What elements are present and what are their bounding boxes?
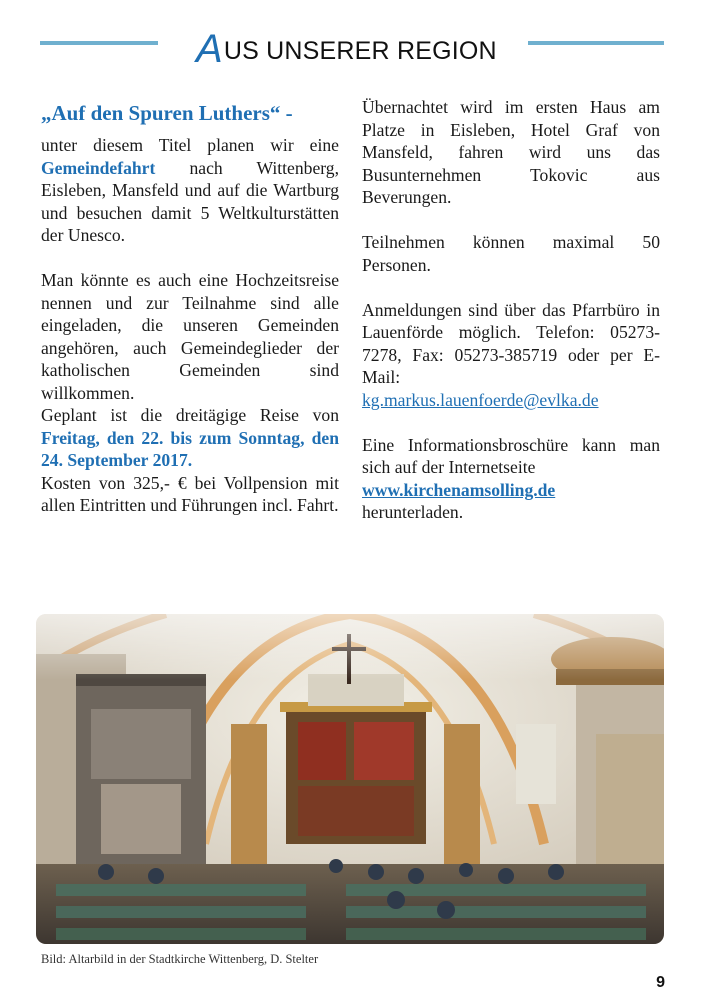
email-link[interactable]: kg.markus.lauenfoerde@evlka.de — [362, 389, 599, 410]
intro-paragraph — [41, 134, 339, 247]
photo-caption: Bild: Altarbild in der Stadtkirche Wittenberg, D. Stelter — [41, 952, 319, 966]
registration-paragraph — [362, 299, 660, 412]
intro-text-cont: nach Wittenberg, Eisleben, Mansfeld und auf die Wartburg und besuchen damit 5 Weltkulturstätten der Unesco. — [41, 157, 339, 245]
brochure-text-end: herunterladen. — [362, 502, 464, 522]
accommodation-paragraph: Übernachtet wird im ersten Haus am Platze in Eisleben, Hotel Graf von Mansfeld, fahren wird uns das Busunternehmen Tokovic aus Beverungen. — [362, 97, 660, 207]
dates-paragraph — [41, 404, 339, 472]
header-rule-left — [40, 41, 158, 45]
section-title-rest: US UNSERER REGION — [223, 37, 497, 65]
highlight-dates: Freitag, den 22. bis zum Sonntag, den 24. September 2017. — [41, 427, 339, 470]
church-interior-photo — [36, 614, 664, 944]
dates-text: Geplant ist die dreitägige Reise von — [41, 405, 339, 425]
participants-paragraph: Teilnehmen können maximal 50 Personen. — [362, 232, 660, 275]
article-title: „Auf den Spuren Luthers“ - — [41, 101, 293, 125]
right-column — [362, 96, 660, 524]
left-column — [41, 96, 339, 517]
registration-text: Anmeldungen sind über das Pfarrbüro in Lauenförde möglich. Telefon: 05273-7278, Fax: 05273-385719 oder per E-Mail: — [362, 299, 660, 387]
header-rule-right — [528, 41, 664, 45]
highlight-gemeindefahrt: Gemeindefahrt — [41, 157, 156, 178]
page-number: 9 — [656, 974, 665, 991]
brochure-paragraph — [362, 434, 660, 524]
section-title-initial: A — [196, 27, 223, 71]
cost-paragraph: Kosten von 325,- € bei Vollpension mit allen Eintritten und Führungen incl. Fahrt. — [41, 472, 339, 515]
website-link[interactable]: www.kirchenamsolling.de — [362, 479, 556, 500]
intro-text: unter diesem Titel planen wir eine — [41, 135, 339, 155]
brochure-text: Eine Informationsbroschüre kann man sich auf der Internetseite — [362, 434, 660, 477]
section-title — [196, 24, 506, 69]
invitation-paragraph: Man könnte es auch eine Hochzeitsreise nennen und zur Teilnahme sind alle eingeladen, die unseren Gemeinden angehören, auch Gemeindeglieder der katholischen Gemeinden sind willkommen. — [41, 270, 339, 403]
